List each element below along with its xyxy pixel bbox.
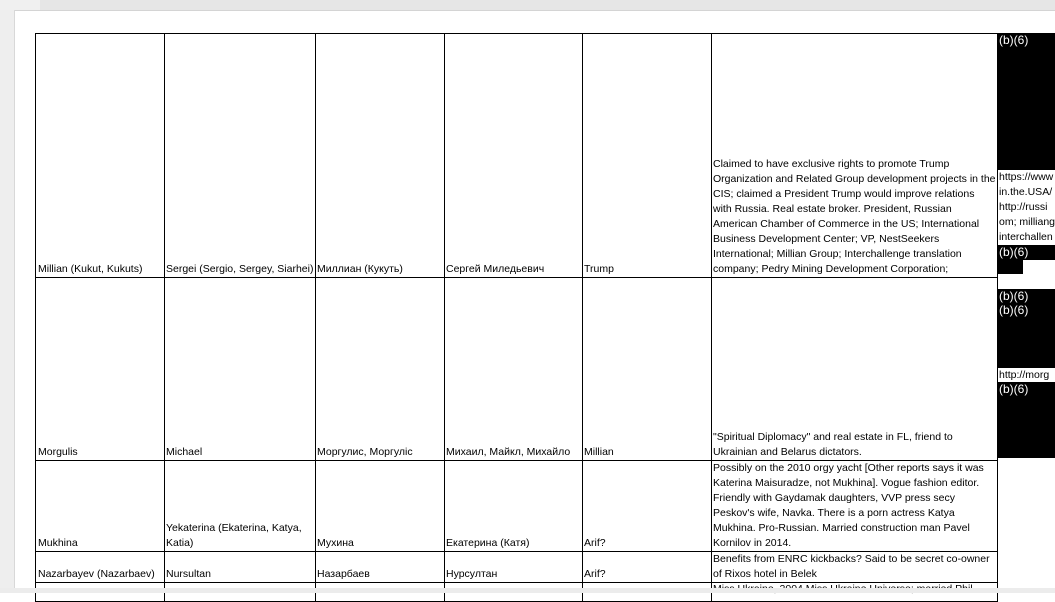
source-link-line[interactable]: http://morg [999,369,1050,381]
table-cell-given-name [164,33,316,278]
table-cell-surname-ru [315,33,445,278]
cell-text: Миллиан (Кукуть) [317,263,403,275]
table-cell-given-name-ru [444,460,583,552]
redaction-label: (b)(6) [999,289,1029,303]
redaction-block [997,289,1055,369]
table-cell-surname-ru [315,460,445,552]
source-link-line[interactable]: http://russi [999,201,1048,213]
cell-text: Nursultan [166,568,211,580]
left-margin [0,10,15,593]
cell-text: Claimed to have exclusive rights to promote Trump Organization and Related Group development projects in the CIS; claimed a President Trump would improve relations with Russia. Real estate broker. President, Russian American Chamber of Commerce in the US; International Business Development Center; VP, NestSeekers International; Millian Group; Interchallenge translation company; Pedry Mining Development Corporation; [713,158,996,275]
cell-text: Сергей Миледьевич [446,263,545,275]
table-cell-notes [711,460,998,552]
cell-text: Sergei (Sergio, Sergey, Siarhei) [166,263,314,275]
cell-text: Моргулис, Моргуліс [317,446,413,458]
cell-text: Mukhina [38,537,78,549]
table-cell-surname [35,460,165,552]
table-cell-link [582,551,712,583]
cell-text: Michael [166,446,203,458]
cell-text: Arif? [584,568,606,580]
table-cell-given-name [164,277,316,461]
table-cell-surname-ru [315,277,445,461]
redaction-label: (b)(6) [999,33,1029,47]
redaction-label: (b)(6) [999,303,1029,317]
table-cell-surname-ru [315,551,445,583]
cell-text: Millian (Kukut, Kukuts) [38,263,143,275]
source-link-line[interactable]: interchallen [999,231,1053,243]
table-cell-link [582,277,712,461]
source-link-line[interactable]: https://www [999,171,1054,183]
table-cell-surname [35,551,165,583]
table-cell-link [582,460,712,552]
cell-text: Nazarbayev (Nazarbaev) [38,568,155,580]
cell-text: Possibly on the 2010 orgy yacht [Other reports says it was Katerina Maisuradze, not Mukhina]. Vogue fashion editor. Friendly with Gaydamak daughters, VVP press secy Peskov's wife, Navka. There is a porn actress Katya Mukhina. Pro-Russian. Married construction man Pavel Kornilov in 2014. [713,462,984,549]
table-cell-given-name-ru [444,277,583,461]
bottom-margin [0,588,1055,593]
cell-text: Нурсултан [446,568,498,580]
cell-text: Екатерина (Катя) [446,537,530,549]
redaction-block [997,260,1023,274]
redaction-block [997,382,1055,458]
source-link-line[interactable]: in.the.USA/ [999,186,1053,198]
table-cell-given-name [164,460,316,552]
redaction-label: (b)(6) [999,382,1029,396]
cell-text: Millian [584,446,614,458]
column-header-strip [40,0,1055,10]
cell-text: Михаил, Майкл, Михайло [446,446,571,458]
table-cell-link [582,33,712,278]
table-cell-given-name-ru [444,33,583,278]
cell-text: Yekaterina (Ekaterina, Katya, Katia) [166,522,302,549]
table-cell-notes [711,277,998,461]
cell-text: Trump [584,263,614,275]
table-cell-notes [711,33,998,278]
source-links-cell[interactable] [998,170,1055,246]
table-cell-given-name [164,551,316,583]
table-cell-surname [35,33,165,278]
source-links-cell[interactable] [998,368,1055,383]
redaction-block [997,245,1055,260]
table-cell-given-name-ru [444,551,583,583]
cell-text: Назарбаев [317,568,370,580]
top-toolbar-strip [0,0,1055,11]
source-link-line[interactable]: om; milliang [999,216,1055,228]
table-cell-notes [711,551,998,583]
cell-border [997,460,998,588]
cell-text: "Spiritual Diplomacy" and real estate in FL, friend to Ukrainian and Belarus dictators. [713,431,953,458]
cell-text: Arif? [584,537,606,549]
redaction-block [997,33,1055,171]
cell-text: Мухина [317,537,354,549]
cell-text: Benefits from ENRC kickbacks? Said to be secret co-owner of Rixos hotel in Belek [713,553,990,580]
redaction-label: (b)(6) [999,245,1029,259]
cell-text: Morgulis [38,446,78,458]
table-cell-surname [35,277,165,461]
